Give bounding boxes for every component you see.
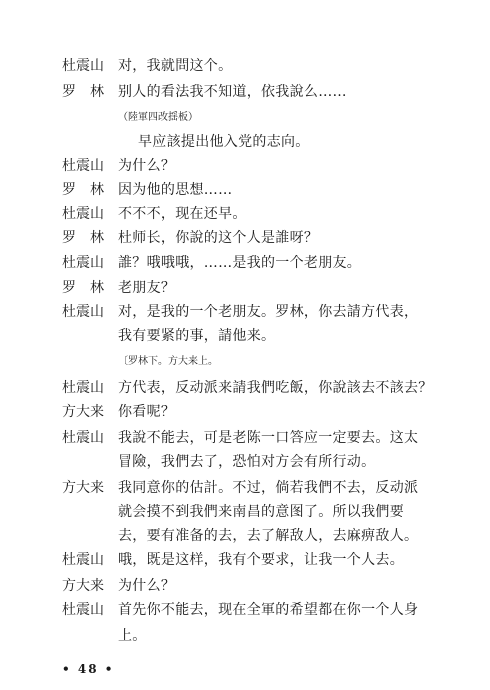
speaker-label: 方大来 <box>62 578 104 594</box>
dialogue-text: 为什么？ <box>118 158 176 174</box>
dialogue-text: 誰？哦哦哦，……是我的一个老朋友。 <box>118 255 362 271</box>
dialogue-text: 上。 <box>118 628 147 644</box>
line-16 <box>0 452 490 476</box>
dialogue-text: 对，我就問这个。 <box>118 58 233 74</box>
speaker-label: 杜震山 <box>62 380 104 396</box>
line-14 <box>0 402 490 426</box>
line-10 <box>0 302 490 326</box>
line-18 <box>0 502 490 526</box>
line-19 <box>0 526 490 550</box>
dialogue-text: 我說不能去，可是老陈一口答应一定要去。这太 <box>118 430 419 446</box>
line-9 <box>0 278 490 302</box>
speaker-label: 罗 林 <box>62 84 104 100</box>
speaker-label: 罗 林 <box>62 230 104 246</box>
dialogue-text: 你看呢？ <box>118 404 176 420</box>
dialogue-text: 首先你不能去，现在全軍的希望都在你一个人身 <box>118 602 419 618</box>
dialogue-text: 我同意你的估計。不过，倘若我們不去，反动派 <box>118 480 419 496</box>
speaker-label: 罗 林 <box>62 280 104 296</box>
dialogue-text: 别人的看法我不知道，依我說么…… <box>118 84 347 100</box>
dialogue-text: 老朋友？ <box>118 280 176 296</box>
line-13 <box>0 378 490 402</box>
speaker-label: 方大来 <box>62 404 104 420</box>
dialogue-text: 因为他的思想…… <box>118 182 233 198</box>
dialogue-text: 冒險，我們去了，恐怕对方会有所行动。 <box>118 454 376 470</box>
dialogue-text: 哦，既是这样，我有个要求，让我一个人去。 <box>118 552 404 568</box>
line-11 <box>0 326 490 350</box>
speaker-label: 杜震山 <box>62 430 104 446</box>
dialogue-text: 对，是我的一个老朋友。罗林，你去請方代表， <box>118 304 419 320</box>
stage-direction: （陸軍四改揺板） <box>118 112 198 123</box>
line-12 <box>0 354 490 378</box>
speaker-label: 罗 林 <box>62 182 104 198</box>
line-1 <box>0 82 490 106</box>
line-4 <box>0 156 490 180</box>
dialogue-text: 去，要有准备的去，去了解敌人，去麻痹敌人。 <box>118 528 419 544</box>
line-0 <box>0 56 490 80</box>
speaker-label: 杜震山 <box>62 58 104 74</box>
speaker-label: 杜震山 <box>62 206 104 222</box>
speaker-label: 杜震山 <box>62 255 104 271</box>
dialogue-text: 我有要紧的事，請他来。 <box>118 328 276 344</box>
dialogue-text: 早应該提出他入党的志向。 <box>138 134 310 150</box>
line-5 <box>0 180 490 204</box>
dialogue-text: 就会摸不到我們来南昌的意图了。所以我們要 <box>118 504 404 520</box>
dialogue-text: 杜师长，你說的这个人是誰呀？ <box>118 230 319 246</box>
line-15 <box>0 428 490 452</box>
line-8 <box>0 253 490 277</box>
speaker-label: 杜震山 <box>62 552 104 568</box>
line-20 <box>0 550 490 574</box>
speaker-label: 杜震山 <box>62 304 104 320</box>
speaker-label: 方大来 <box>62 480 104 496</box>
dialogue-text: 方代表，反动派来請我們吃飯，你說該去不該去？ <box>118 380 433 396</box>
line-3 <box>0 132 490 156</box>
line-23 <box>0 626 490 650</box>
page-number: • 48 • <box>62 662 115 676</box>
stage-direction: 〔罗林下。方大来上。 <box>118 356 218 367</box>
line-6 <box>0 204 490 228</box>
speaker-label: 杜震山 <box>62 602 104 618</box>
line-21 <box>0 576 490 600</box>
line-2 <box>0 110 490 134</box>
dialogue-text: 为什么？ <box>118 578 176 594</box>
dialogue-text: 不不不，现在还早。 <box>118 206 247 222</box>
line-22 <box>0 600 490 624</box>
line-7 <box>0 228 490 252</box>
line-17 <box>0 478 490 502</box>
speaker-label: 杜震山 <box>62 158 104 174</box>
